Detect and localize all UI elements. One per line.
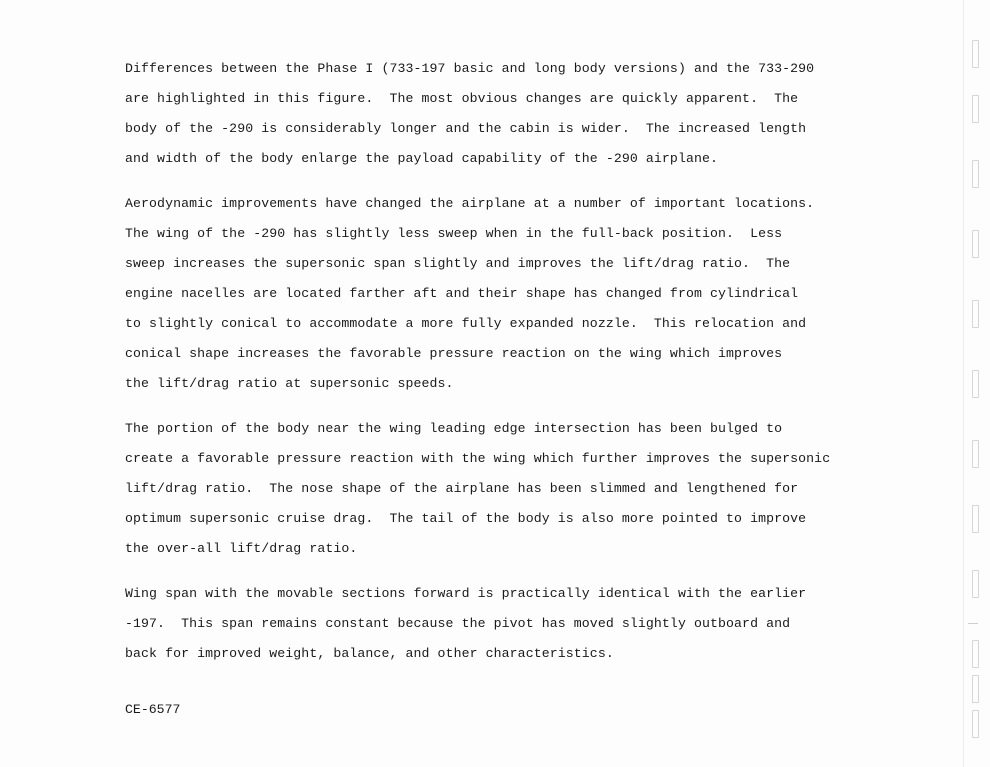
text-line: to slightly conical to accommodate a more fully expanded nozzle. This relocation and (125, 316, 807, 331)
page-edge-strip (963, 0, 980, 767)
edge-mark (972, 40, 979, 68)
paragraph-differences (125, 57, 815, 177)
edge-mark (972, 95, 979, 123)
text-line: optimum supersonic cruise drag. The tail of the body is also more pointed to improve (125, 511, 807, 526)
edge-mark (972, 640, 979, 668)
edge-mark (972, 570, 979, 598)
text-line: Wing span with the movable sections forward is practically identical with the earlier (125, 586, 807, 601)
edge-mark (972, 370, 979, 398)
text-line: The wing of the -290 has slightly less sweep when in the full-back position. Less (125, 226, 783, 241)
edge-mark (972, 300, 979, 328)
edge-mark (972, 675, 979, 703)
text-line: engine nacelles are located farther aft and their shape has changed from cylindrical (125, 286, 799, 301)
reference-code: CE-6577 (125, 702, 181, 717)
text-line: create a favorable pressure reaction with the wing which further improves the supersonic (125, 451, 831, 466)
text-line: Differences between the Phase I (733-197 basic and long body versions) and the 733-290 (125, 61, 815, 76)
paragraph-wing-span (125, 582, 815, 672)
text-line: the lift/drag ratio at supersonic speeds. (125, 376, 454, 391)
edge-mark (972, 160, 979, 188)
text-line: the over-all lift/drag ratio. (125, 541, 358, 556)
edge-mark (972, 505, 979, 533)
paragraph-body-bulge (125, 417, 831, 567)
text-line: Aerodynamic improvements have changed the airplane at a number of important locations. (125, 196, 815, 211)
body-text (125, 57, 831, 687)
text-line: body of the -290 is considerably longer and the cabin is wider. The increased length (125, 121, 807, 136)
edge-mark (972, 230, 979, 258)
text-line: conical shape increases the favorable pressure reaction on the wing which improves (125, 346, 783, 361)
edge-mark (972, 440, 979, 468)
text-line: back for improved weight, balance, and other characteristics. (125, 646, 614, 661)
text-line: The portion of the body near the wing leading edge intersection has been bulged to (125, 421, 783, 436)
text-line: and width of the body enlarge the payload capability of the -290 airplane. (125, 151, 719, 166)
text-line: are highlighted in this figure. The most obvious changes are quickly apparent. The (125, 91, 799, 106)
edge-mark (972, 710, 979, 738)
text-line: -197. This span remains constant because the pivot has moved slightly outboard and (125, 616, 791, 631)
text-line: sweep increases the supersonic span slightly and improves the lift/drag ratio. The (125, 256, 791, 271)
text-line: lift/drag ratio. The nose shape of the airplane has been slimmed and lengthened for (125, 481, 799, 496)
edge-tick (968, 623, 978, 624)
paragraph-aerodynamic (125, 192, 815, 402)
